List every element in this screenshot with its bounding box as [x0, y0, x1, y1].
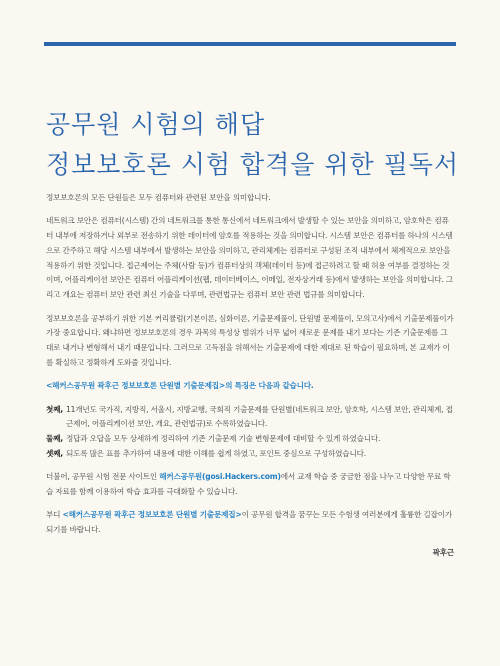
feature-item — [46, 447, 454, 462]
feature-text: 되도록 많은 표를 추가하여 내용에 대한 이해를 쉽게 하였고, 포인트 중심으로 구성하였습니다. — [66, 448, 366, 458]
website-text-post: 에서 교재 학습 중 궁금한 점을 나누고 다양한 무료 학습 자료를 함께 이용하여 학습 효과를 극대화할 수 있습니다. — [46, 472, 451, 497]
feature-item — [46, 432, 454, 447]
paragraph-3: 정보보호론을 공부하기 위한 기본 커리큘럼(기본이론, 심화이론, 기출문제풀이, 단원별 문제풀이, 모의고사)에서 기출문제풀이가 가장 중요합니다. 왜냐하면 정보보호론의 경우 과목의 특성상 범위가 너무 넓어 새로운 문제를 내기 보다는 기존 기출문제를 그대로 내거나 변형해서 내기 때문입니다. 그러므로 고득점을 위해서는 기출문제에 대한 제대로 된 학습이 필요하며, 본 교재가 이를 확실하고 정확하게 도와줄 것입니다. — [46, 313, 454, 367]
title-line-1: 공무원 시험의 해답 — [46, 109, 266, 139]
author-signature: 곽후근 — [432, 548, 454, 558]
website-text-pre: 더불어, 공무원 시험 전문 사이트인 — [46, 472, 160, 482]
feature-text: 11개년도 국가직, 지방직, 서울시, 지방교행, 국회직 기출문제를 단원별(네트워크 보안, 암호학, 시스템 보안, 관리체계, 접근제어, 어플리케이션 보안, 개요, 관련법규)로 수록하였습니다. — [66, 404, 453, 429]
page-title — [46, 105, 466, 185]
feature-label: 셋째, — [46, 448, 63, 458]
closing-text-post: 이 공무원 합격을 꿈꾸는 모든 수험생 여러분에게 훌륭한 길잡이가 되기를 바랍니다. — [46, 510, 452, 535]
feature-item — [46, 403, 454, 433]
feature-label: 첫째, — [46, 404, 63, 414]
feature-label: 둘째, — [46, 434, 63, 444]
preface-body — [46, 191, 454, 561]
closing-paragraph — [46, 508, 454, 538]
book-title-highlight: <해커스공무원 곽후근 정보보호론 단원별 기출문제집> — [62, 510, 242, 520]
website-paragraph — [46, 470, 454, 500]
features-list — [46, 403, 454, 462]
title-line-2: 정보보호론 시험 합격을 위한 필독서 — [46, 149, 460, 179]
paragraph-1: 정보보호론의 모든 단원들은 모두 컴퓨터와 관련된 보안을 의미합니다. — [46, 193, 271, 202]
paragraph-2: 네트워크 보안은 컴퓨터(시스템) 간의 네트워크를 통한 통신에서 네트워크에서 발생할 수 있는 보안을 의미하고, 암호학은 컴퓨터 내부에 저장하거나 외부로 전송하기 위한 데이터에 암호를 적용하는 것을 의미합니다. 시스템 보안은 컴퓨터를 하나의 시스템으로 간주하고 해당 시스템 내부에서 발생하는 보안을 의미하고, 관리체계는 컴퓨터로 구성된 조직 내부에서 체계적으로 보안을 적용하기 위한 것입니다. 접근제어는 주체(사람 등)가 컴퓨터상의 객체(데이터 등)에 접근하려고 할 때 허용 여부를 결정하는 것이며, 어플리케이션 보안은 컴퓨터 어플리케이션(웹, 데이터베이스, 이메일, 전자상거래 등)에서 발생하는 보안을 의미합니다. 그리고 개요는 컴퓨터 보안 관련 최신 기술을 다루며, 관련법규는 컴퓨터 보안 관련 법규를 의미합니다. — [46, 216, 454, 300]
website-link[interactable]: 해커스공무원(gosi.Hackers.com) — [159, 472, 281, 482]
features-intro: <해커스공무원 곽후근 정보보호론 단원별 기출문제집>의 특징은 다음과 같습니다. — [46, 381, 314, 391]
top-rule — [44, 42, 456, 46]
feature-text: 정답과 오답을 모두 상세하게 정리하여 기존 기출문제 기술 변형문제에 대비할 수 있게 하였습니다. — [66, 434, 381, 444]
closing-text-pre: 부디 — [46, 510, 63, 520]
